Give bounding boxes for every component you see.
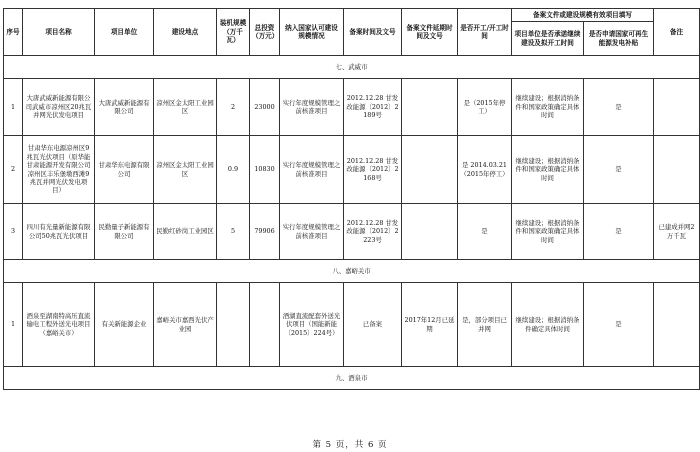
header-group: 备案文件或建设规模有效项目填写 bbox=[512, 9, 654, 22]
cell-commit: 继续建设；根据消纳条件和国家政策确定具体时间 bbox=[512, 204, 584, 260]
header-filing-time: 备案时间及文号 bbox=[344, 9, 402, 56]
header-commit: 项目单位是否承诺继续建设及拟开工时间 bbox=[512, 22, 584, 56]
cell-subsidy: 是 bbox=[584, 204, 654, 260]
header-remark: 备注 bbox=[654, 9, 700, 56]
cell-unit: 民勤量子新能源有限公司 bbox=[95, 204, 154, 260]
cell-location: 嘉峪关市嘉西光伏产业园 bbox=[154, 283, 217, 367]
cell-unit: 大唐武威新能源有限公司 bbox=[95, 79, 154, 136]
cell-subsidy: 是 bbox=[584, 283, 654, 367]
cell-filing: 2012.12.28 甘发改能源〔2012〕2189号 bbox=[344, 79, 402, 136]
cell-capacity: 2 bbox=[217, 79, 250, 136]
cell-commit: 继续建设；根据消纳条件确定具体时间 bbox=[512, 283, 584, 367]
cell-seq: 3 bbox=[4, 204, 23, 260]
header-project-name: 项目名称 bbox=[23, 9, 95, 56]
cell-location: 民勤红砂岗工业园区 bbox=[154, 204, 217, 260]
section-title: 九、酒泉市 bbox=[4, 367, 700, 390]
cell-unit: 有关新能源企业 bbox=[95, 283, 154, 367]
header-project-unit: 项目单位 bbox=[95, 9, 154, 56]
cell-unit: 甘肃华东电源有限公司 bbox=[95, 136, 154, 204]
section-title: 八、嘉峪关市 bbox=[4, 260, 700, 283]
cell-name: 酒泉至湖南特高压直流输电工程外送光电项目（嘉峪关市） bbox=[23, 283, 95, 367]
cell-plan: 实行年度规模管理之前核准项目 bbox=[280, 136, 344, 204]
table-row bbox=[4, 204, 700, 260]
cell-name: 四川有光量新能源有限公司50兆瓦光伏项目 bbox=[23, 204, 95, 260]
cell-investment: 10830 bbox=[250, 136, 280, 204]
cell-investment: 23000 bbox=[250, 79, 280, 136]
cell-capacity: 5 bbox=[217, 204, 250, 260]
cell-subsidy: 是 bbox=[584, 136, 654, 204]
cell-capacity: 0.9 bbox=[217, 136, 250, 204]
cell-location: 凉州区金太阳工业园区 bbox=[154, 79, 217, 136]
cell-location: 凉州区金太阳工业园区 bbox=[154, 136, 217, 204]
cell-commit: 继续建设；根据消纳条件和国家政策确定具体时间 bbox=[512, 79, 584, 136]
cell-name: 甘肃华东电源凉州区9兆瓦光伏项目（原华能甘肃能源开发有限公司凉州区丰乐堡墩西滩9兆瓦并网光伏发电项目） bbox=[23, 136, 95, 204]
table-row bbox=[4, 283, 700, 367]
cell-remark bbox=[654, 136, 700, 204]
section-row bbox=[4, 260, 700, 283]
header-seq: 序号 bbox=[4, 9, 23, 56]
cell-extension: 2017年12月已延期 bbox=[402, 283, 458, 367]
cell-commit: 继续建设；根据消纳条件和国家政策确定具体时间 bbox=[512, 136, 584, 204]
header-started: 是否开工/开工时间 bbox=[458, 9, 512, 56]
table-row bbox=[4, 136, 700, 204]
section-row bbox=[4, 367, 700, 390]
header-capacity: 装机规模（万千瓦） bbox=[217, 9, 250, 56]
table-row bbox=[4, 79, 700, 136]
cell-investment: 79906 bbox=[250, 204, 280, 260]
cell-capacity bbox=[217, 283, 250, 367]
cell-filing: 2012.12.28 甘发改能源〔2012〕2223号 bbox=[344, 204, 402, 260]
cell-plan: 实行年度规模管理之前核准项目 bbox=[280, 204, 344, 260]
cell-started: 是 bbox=[458, 204, 512, 260]
cell-extension bbox=[402, 204, 458, 260]
cell-remark bbox=[654, 283, 700, 367]
header-subsidy: 是否申请国家可再生能源发电补贴 bbox=[584, 22, 654, 56]
cell-filing: 2012.12.28 甘发改能源〔2012〕2168号 bbox=[344, 136, 402, 204]
cell-extension bbox=[402, 136, 458, 204]
cell-extension bbox=[402, 79, 458, 136]
cell-subsidy: 是 bbox=[584, 79, 654, 136]
table-body bbox=[4, 56, 700, 390]
cell-name: 大唐武威新能源有限公司武威市凉州区20兆瓦并网光伏发电项目 bbox=[23, 79, 95, 136]
cell-seq: 1 bbox=[4, 283, 23, 367]
project-table bbox=[3, 8, 700, 390]
header-investment: 总投资（万元） bbox=[250, 9, 280, 56]
cell-seq: 1 bbox=[4, 79, 23, 136]
cell-remark: 已建成并网2万千瓦 bbox=[654, 204, 700, 260]
cell-investment bbox=[250, 283, 280, 367]
section-row bbox=[4, 56, 700, 79]
cell-filing: 已备案 bbox=[344, 283, 402, 367]
cell-remark bbox=[654, 79, 700, 136]
cell-seq: 2 bbox=[4, 136, 23, 204]
section-title: 七、武威市 bbox=[4, 56, 700, 79]
cell-started: 是，部分项目已并网 bbox=[458, 283, 512, 367]
page-footer: 第 5 页，共 6 页 bbox=[312, 440, 388, 450]
header-plan-status: 纳入国家认可建设规模情况 bbox=[280, 9, 344, 56]
header-extension: 备案文件延期时间及文号 bbox=[402, 9, 458, 56]
cell-plan: 酒湖直流配套外送光伏项目（国能新能〔2015〕224号） bbox=[280, 283, 344, 367]
cell-started: 是 2014.03.21（2015年停工） bbox=[458, 136, 512, 204]
cell-plan: 实行年度规模管理之前核准项目 bbox=[280, 79, 344, 136]
cell-started: 是（2015年停工） bbox=[458, 79, 512, 136]
header-location: 建设地点 bbox=[154, 9, 217, 56]
